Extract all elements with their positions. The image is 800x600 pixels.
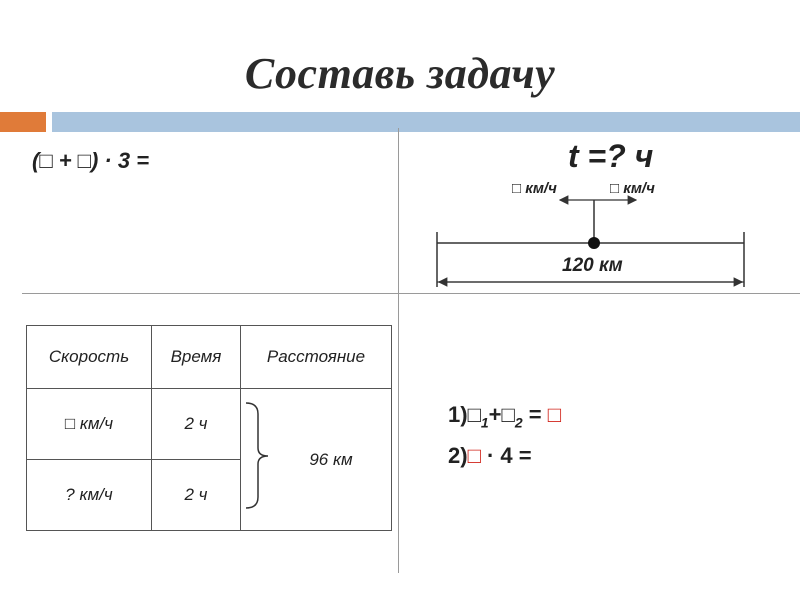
header-time: Время [152, 326, 241, 389]
step-1 [448, 398, 561, 439]
row1-speed: □ км/ч [27, 389, 152, 460]
step2-prefix: 2) [448, 443, 468, 469]
step-2 [448, 439, 561, 473]
step1-result-box: □ [547, 402, 561, 427]
table-row [27, 389, 392, 460]
speed-left-label: □ км/ч [512, 180, 557, 197]
distance-label: 120 км [562, 255, 623, 276]
step1-prefix: 1) [448, 402, 468, 427]
step1-sub-a: 1 [480, 414, 489, 431]
row2-time: 2 ч [152, 460, 241, 531]
meeting-point [588, 237, 600, 249]
step2-rest: · 4 = [480, 443, 532, 469]
expression-1: (□ + □) · 3 = [32, 148, 150, 173]
total-distance: 96 км [309, 449, 353, 469]
step2-box: □ [467, 443, 481, 469]
step1-equals: = [522, 402, 548, 427]
step1-box-a: □ [467, 402, 481, 427]
header-distance: Расстояние [241, 326, 392, 389]
row2-speed: ? км/ч [27, 460, 152, 531]
solution-steps [448, 398, 561, 473]
step1-box-b: □ [501, 402, 515, 427]
step1-sub-b: 2 [514, 414, 523, 431]
table-header-row [27, 326, 392, 389]
task-table [26, 325, 392, 531]
speed-right-label: □ км/ч [610, 180, 655, 197]
time-question: t =? ч [568, 138, 654, 174]
step1-plus: + [488, 402, 502, 427]
slide-title: Составь задачу [244, 49, 556, 98]
total-distance-cell [241, 389, 392, 531]
header-speed: Скорость [27, 326, 152, 389]
row1-time: 2 ч [152, 389, 241, 460]
